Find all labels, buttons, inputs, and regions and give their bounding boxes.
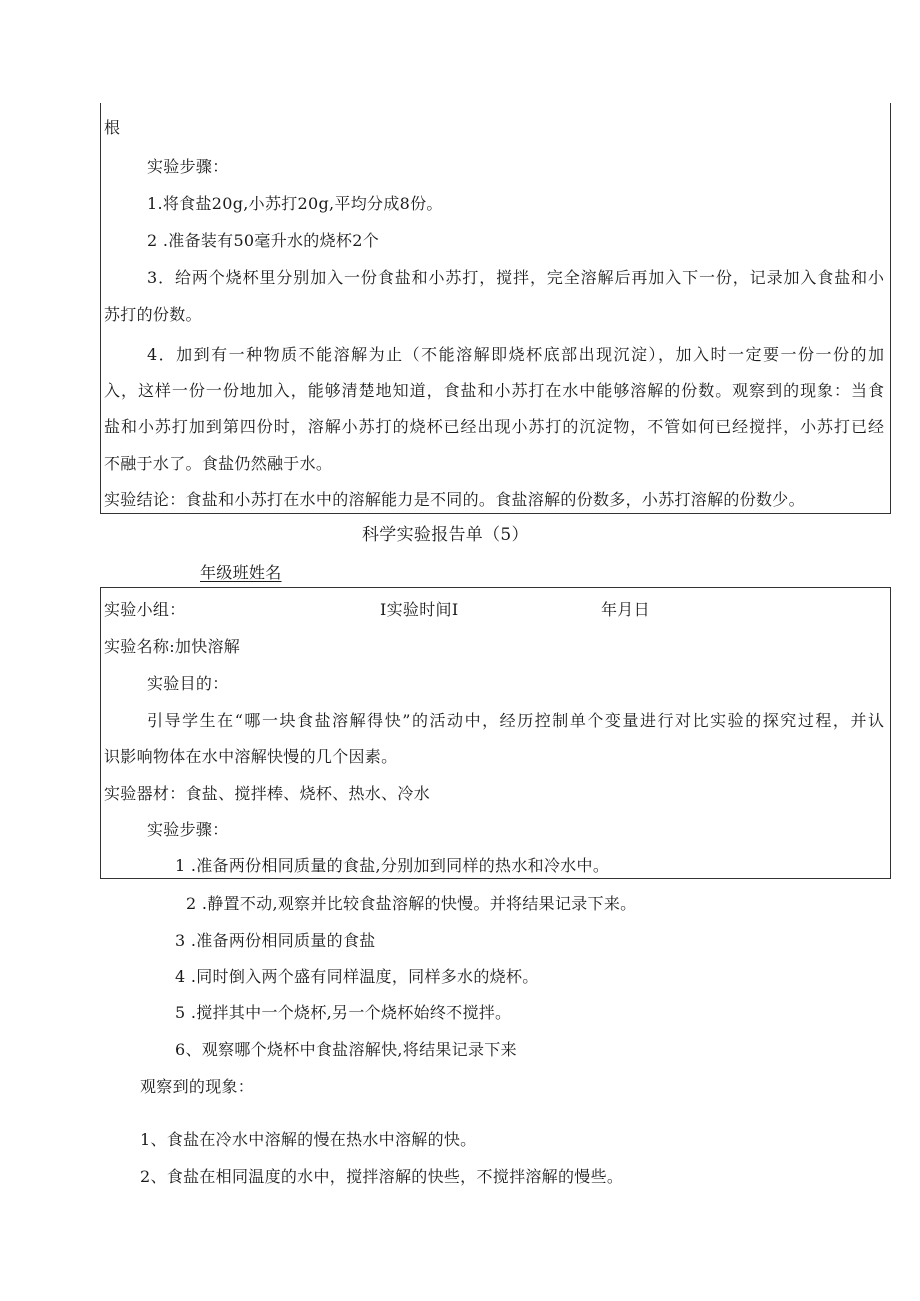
step-5-1: 1 .准备两份相同质量的食盐,分别加到同样的热水和冷水中。 [175, 856, 610, 875]
step-4-3-line1: 3．给两个烧杯里分别加入一份食盐和小苏打，搅拌，完全溶解后再加入下一份，记录加入食盐和小 [147, 268, 885, 287]
step-5-3: 3 .准备两份相同质量的食盐 [175, 931, 376, 950]
date-label: 年月日 [601, 600, 650, 619]
report-title: 科学实验报告单（5） [362, 525, 529, 545]
purpose-line1: 引导学生在“哪一块食盐溶解得快”的活动中，经历控制单个变量进行对比实验的探究过程，并认 [147, 711, 886, 730]
step-4-4-line3: 盐和小苏打加到第四份时，溶解小苏打的烧杯已经出现小苏打的沉淀物，不管如何已经搅拌，小苏打已经 [104, 417, 885, 436]
observed-label: 观察到的现象： [140, 1077, 255, 1096]
step-4-4-line4: 不融于水了。食盐仍然融于水。 [104, 454, 333, 473]
step-4-1: 1.将食盐20g,小苏打20g,平均分成8份。 [147, 194, 443, 213]
text-gen: 根 [104, 118, 121, 137]
materials-line: 实验器材：食盐、搅拌棒、烧杯、热水、冷水 [104, 784, 431, 803]
observation-1: 1、食盐在冷水中溶解的慢在热水中溶解的快。 [140, 1130, 477, 1149]
time-label: I实验时间I [380, 600, 459, 619]
group-label: 实验小组： [104, 600, 186, 619]
step-4-3-line2: 苏打的份数。 [104, 305, 202, 324]
step-5-6: 6、观察哪个烧杯中食盐溶解快,将结果记录下来 [175, 1040, 517, 1059]
observation-2: 2、食盐在相同温度的水中，搅拌溶解的快些，不搅拌溶解的慢些。 [140, 1167, 624, 1186]
step-4-2: 2 .准备装有50毫升水的烧杯2个 [147, 231, 379, 250]
step-5-4: 4 .同时倒入两个盛有同样温度，同样多水的烧杯。 [175, 967, 539, 986]
step-4-4-line1: 4．加到有一种物质不能溶解为止（不能溶解即烧杯底部出现沉淀），加入时一定要一份一份的加 [147, 345, 886, 364]
step-5-2: 2 .静置不动,观察并比较食盐溶解的快慢。并将结果记录下来。 [186, 894, 637, 913]
step-5-5: 5 .搅拌其中一个烧杯,另一个烧杯始终不搅拌。 [175, 1003, 512, 1022]
purpose-label: 实验目的： [147, 674, 229, 693]
steps-label-5: 实验步骤： [147, 820, 229, 839]
steps-label-4: 实验步骤： [147, 157, 229, 176]
grade-class-name-line: 年级班姓名 [200, 563, 282, 582]
step-4-4-line2: 入，这样一份一份地加入，能够清楚地知道，食盐和小苏打在水中能够溶解的份数。观察到的现象：当食 [104, 381, 885, 400]
conclusion-4: 实验结论：食盐和小苏打在水中的溶解能力是不同的。食盐溶解的份数多，小苏打溶解的份数少。 [104, 490, 805, 509]
purpose-line2: 识影响物体在水中溶解快慢的几个因素。 [104, 747, 398, 766]
experiment-name: 实验名称:加快溶解 [104, 637, 241, 656]
